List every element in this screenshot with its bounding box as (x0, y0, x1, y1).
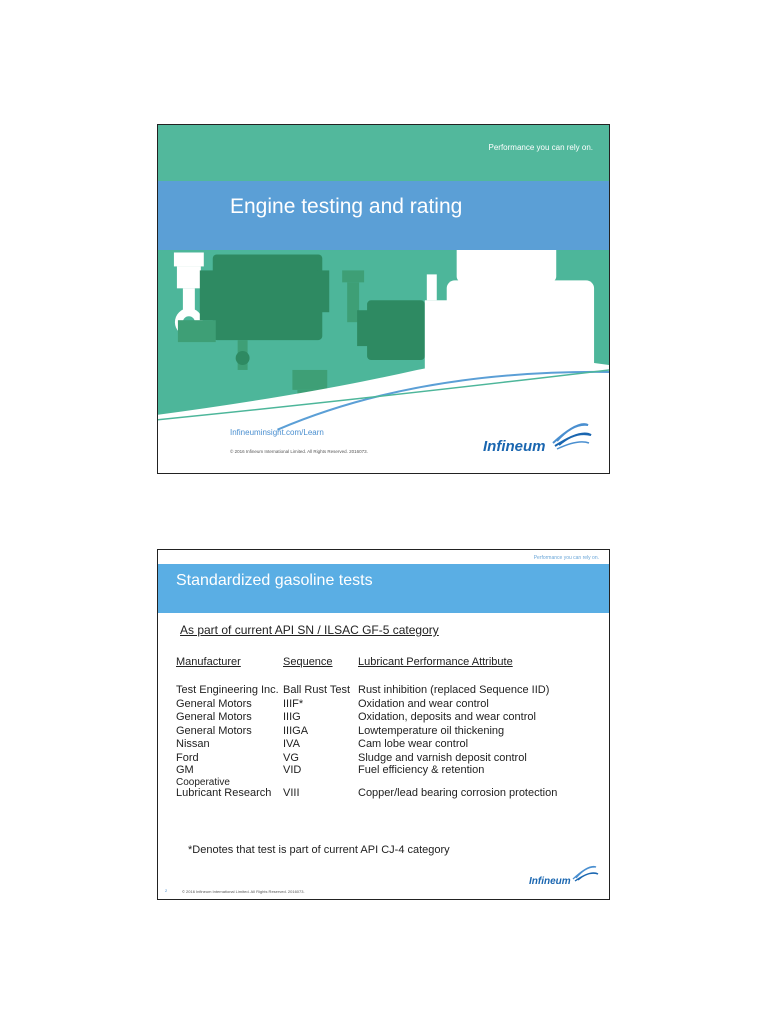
infineum-swirl-icon (483, 415, 593, 459)
cell-attribute: Copper/lead bearing corrosion protection (358, 787, 558, 799)
slide2-title-band (158, 564, 609, 613)
table-row (158, 711, 609, 724)
cell-manufacturer: Cooperative (176, 777, 230, 788)
piston-white-icon (174, 252, 204, 266)
cell-attribute: Cam lobe wear control (358, 738, 469, 750)
cell-manufacturer: General Motors (176, 725, 252, 737)
slide1-title-band (158, 181, 609, 250)
infineum-swirl-icon (529, 861, 599, 889)
table-row (158, 764, 609, 777)
cell-sequence: IVA (283, 738, 300, 750)
cell-attribute: Rust inhibition (replaced Sequence IID) (358, 684, 550, 696)
slide1-url: Infineuminsight.com/Learn (230, 428, 324, 437)
header-manufacturer: Manufacturer (176, 656, 241, 668)
header-sequence: Sequence (283, 656, 333, 668)
slide1-tagline: Performance you can rely on. (488, 143, 593, 152)
cell-manufacturer: Test Engineering Inc. (176, 684, 279, 696)
slide2-subtitle: As part of current API SN / ILSAC GF-5 category (180, 623, 439, 637)
infineum-logo-small (529, 861, 599, 894)
page-number: 2 (165, 888, 168, 893)
slide2-title: Standardized gasoline tests (176, 572, 373, 589)
cell-attribute: Fuel efficiency & retention (358, 764, 485, 776)
table-row (158, 684, 609, 697)
cell-manufacturer: GM (176, 764, 194, 776)
slide2-copyright: © 2016 Infineum International Limited. All Rights Reserved. 2016073. (182, 889, 305, 894)
table-row (158, 725, 609, 738)
slide1-title: Engine testing and rating (230, 195, 463, 218)
cell-attribute: Lowtemperature oil thickening (358, 725, 505, 737)
cell-sequence: IIIF* (283, 698, 304, 710)
slide2-footnote: *Denotes that test is part of current API CJ-4 category (188, 844, 450, 856)
cell-sequence: Ball Rust Test (283, 684, 351, 696)
table-row (158, 698, 609, 711)
piston-green-icon (342, 270, 364, 282)
engine-block-icon (213, 254, 323, 340)
slide1-top-band (158, 125, 609, 181)
infineum-logo (483, 415, 593, 464)
table-row (158, 738, 609, 751)
cell-sequence: VID (283, 764, 302, 776)
cell-manufacturer: Ford (176, 752, 199, 764)
cell-attribute: Sludge and varnish deposit control (358, 752, 527, 764)
logo-wordmark: Infineum (529, 876, 571, 887)
slide2-tagline: Performance you can rely on. (533, 555, 599, 561)
title-slide (157, 124, 610, 474)
slide1-copyright: © 2016 Infineum International Limited. All Rights Reserved. 2016073. (230, 449, 368, 454)
cell-manufacturer: General Motors (176, 711, 252, 723)
header-attribute: Lubricant Performance Attribute (358, 656, 513, 668)
cell-manufacturer: Lubricant Research (176, 787, 272, 799)
content-slide (157, 549, 610, 900)
cell-sequence: IIIGA (283, 725, 309, 737)
cell-sequence: VG (283, 752, 299, 764)
cell-attribute: Oxidation, deposits and wear control (358, 711, 536, 723)
cell-sequence: VIII (283, 787, 300, 799)
cell-attribute: Oxidation and wear control (358, 698, 489, 710)
logo-wordmark: Infineum (483, 438, 546, 455)
cell-manufacturer: General Motors (176, 698, 252, 710)
table-row (158, 787, 609, 800)
cell-sequence: IIIG (283, 711, 301, 723)
cell-manufacturer: Nissan (176, 738, 210, 750)
